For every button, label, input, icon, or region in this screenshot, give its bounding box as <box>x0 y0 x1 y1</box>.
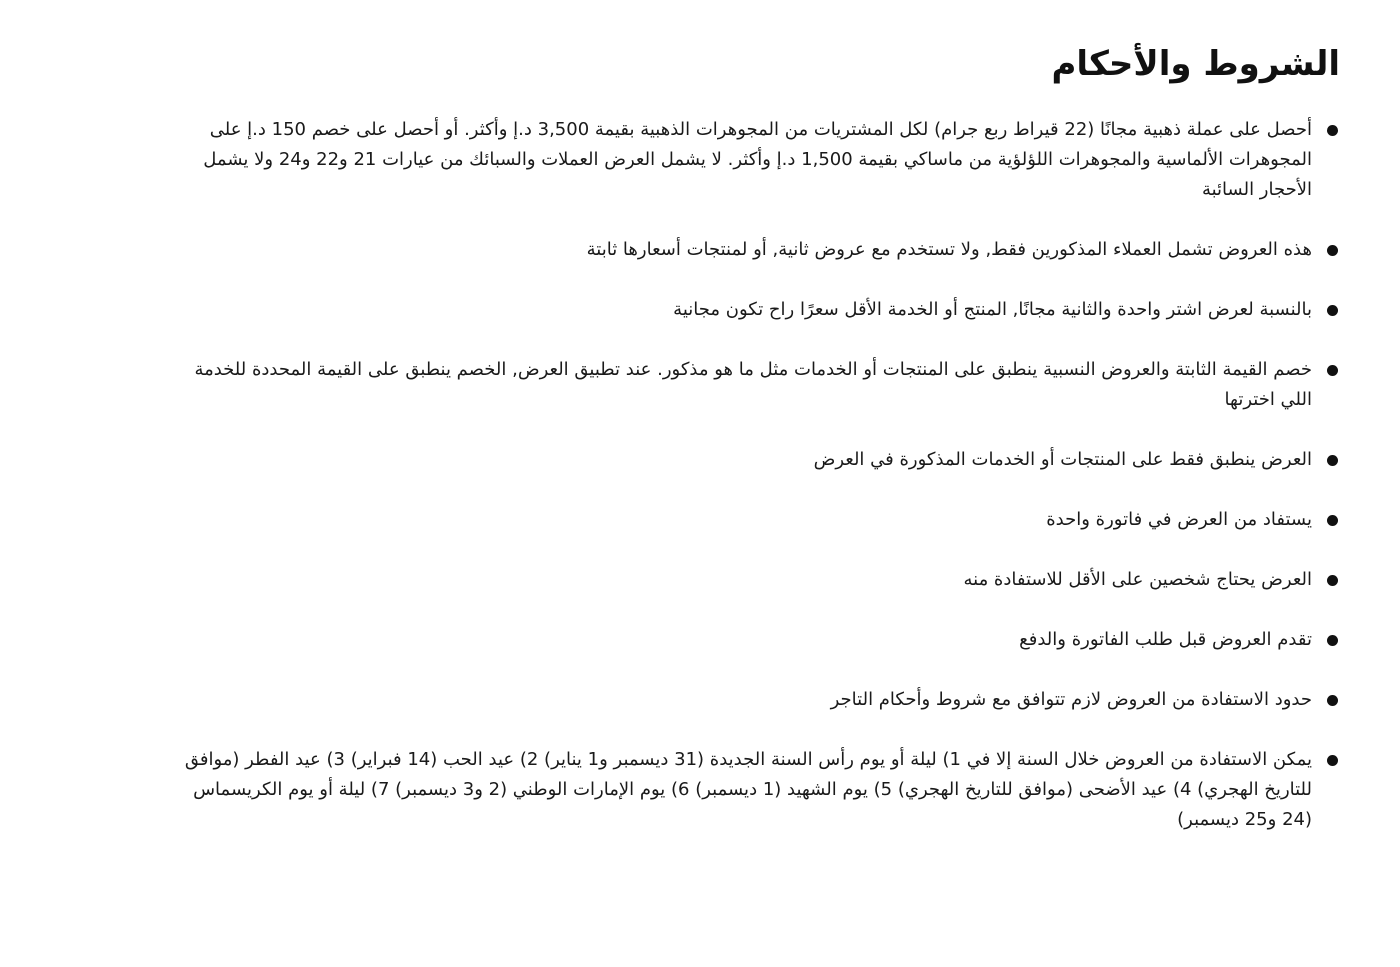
term-item <box>173 565 1338 595</box>
term-text: حدود الاستفادة من العروض لازم تتوافق مع شروط وأحكام التاجر <box>830 689 1312 710</box>
bullet-icon <box>1327 515 1338 526</box>
bullet-icon <box>1327 305 1338 316</box>
page-title: الشروط والأحكام <box>1051 44 1340 84</box>
term-item <box>173 745 1338 835</box>
term-text: خصم القيمة الثابتة والعروض النسبية ينطبق على المنتجات أو الخدمات مثل ما هو مذكور. عند تطبيق العرض, الخصم ينطبق على القيمة المحددة للخدمة اللي اخترتها <box>194 359 1312 410</box>
term-item <box>173 685 1338 715</box>
term-text: العرض ينطبق فقط على المنتجات أو الخدمات المذكورة في العرض <box>813 449 1312 470</box>
term-item <box>173 235 1338 265</box>
term-text: هذه العروض تشمل العملاء المذكورين فقط, ولا تستخدم مع عروض ثانية, أو لمنتجات أسعارها ثابتة <box>586 239 1312 260</box>
term-text: يمكن الاستفادة من العروض خلال السنة إلا في 1) ليلة أو يوم رأس السنة الجديدة (31 ديسمبر و1 يناير) 2) عيد الحب (14 فبراير) 3) عيد الفطر (موافق للتاريخ الهجري) 4) عيد الأضحى (موافق للتاريخ الهجري) 5) يوم الشهيد (1 ديسمبر) 6) يوم الإمارات الوطني (2 و3 ديسمبر) 7) ليلة أو يوم الكريسماس (24 و25 ديسمبر) <box>184 749 1312 830</box>
bullet-icon <box>1327 125 1338 136</box>
bullet-icon <box>1327 245 1338 256</box>
term-item <box>173 295 1338 325</box>
bullet-icon <box>1327 365 1338 376</box>
bullet-icon <box>1327 635 1338 646</box>
term-text: العرض يحتاج شخصين على الأقل للاستفادة منه <box>963 569 1312 590</box>
term-text: يستفاد من العرض في فاتورة واحدة <box>1046 509 1312 530</box>
term-text: تقدم العروض قبل طلب الفاتورة والدفع <box>1019 629 1312 650</box>
term-item <box>173 625 1338 655</box>
term-item <box>173 445 1338 475</box>
term-item <box>173 355 1338 415</box>
bullet-icon <box>1327 755 1338 766</box>
term-text: أحصل على عملة ذهبية مجانًا (22 قيراط ربع جرام) لكل المشتريات من المجوهرات الذهبية بقيمة 3,500 د.إ وأكثر. أو أحصل على خصم 150 د.إ على المجوهرات الألماسية والمجوهرات اللؤلؤية من ماساكي بقيمة 1,500 د.إ وأكثر. لا يشمل العرض العملات والسبائك من عيارات 21 و22 و24 ولا يشمل الأحجار السائبة <box>203 119 1312 200</box>
bullet-icon <box>1327 575 1338 586</box>
bullet-icon <box>1327 695 1338 706</box>
term-item <box>173 115 1338 205</box>
bullet-icon <box>1327 455 1338 466</box>
term-text: بالنسبة لعرض اشتر واحدة والثانية مجانًا, المنتج أو الخدمة الأقل سعرًا راح تكون مجانية <box>673 299 1312 320</box>
terms-list <box>173 115 1338 865</box>
term-item <box>173 505 1338 535</box>
